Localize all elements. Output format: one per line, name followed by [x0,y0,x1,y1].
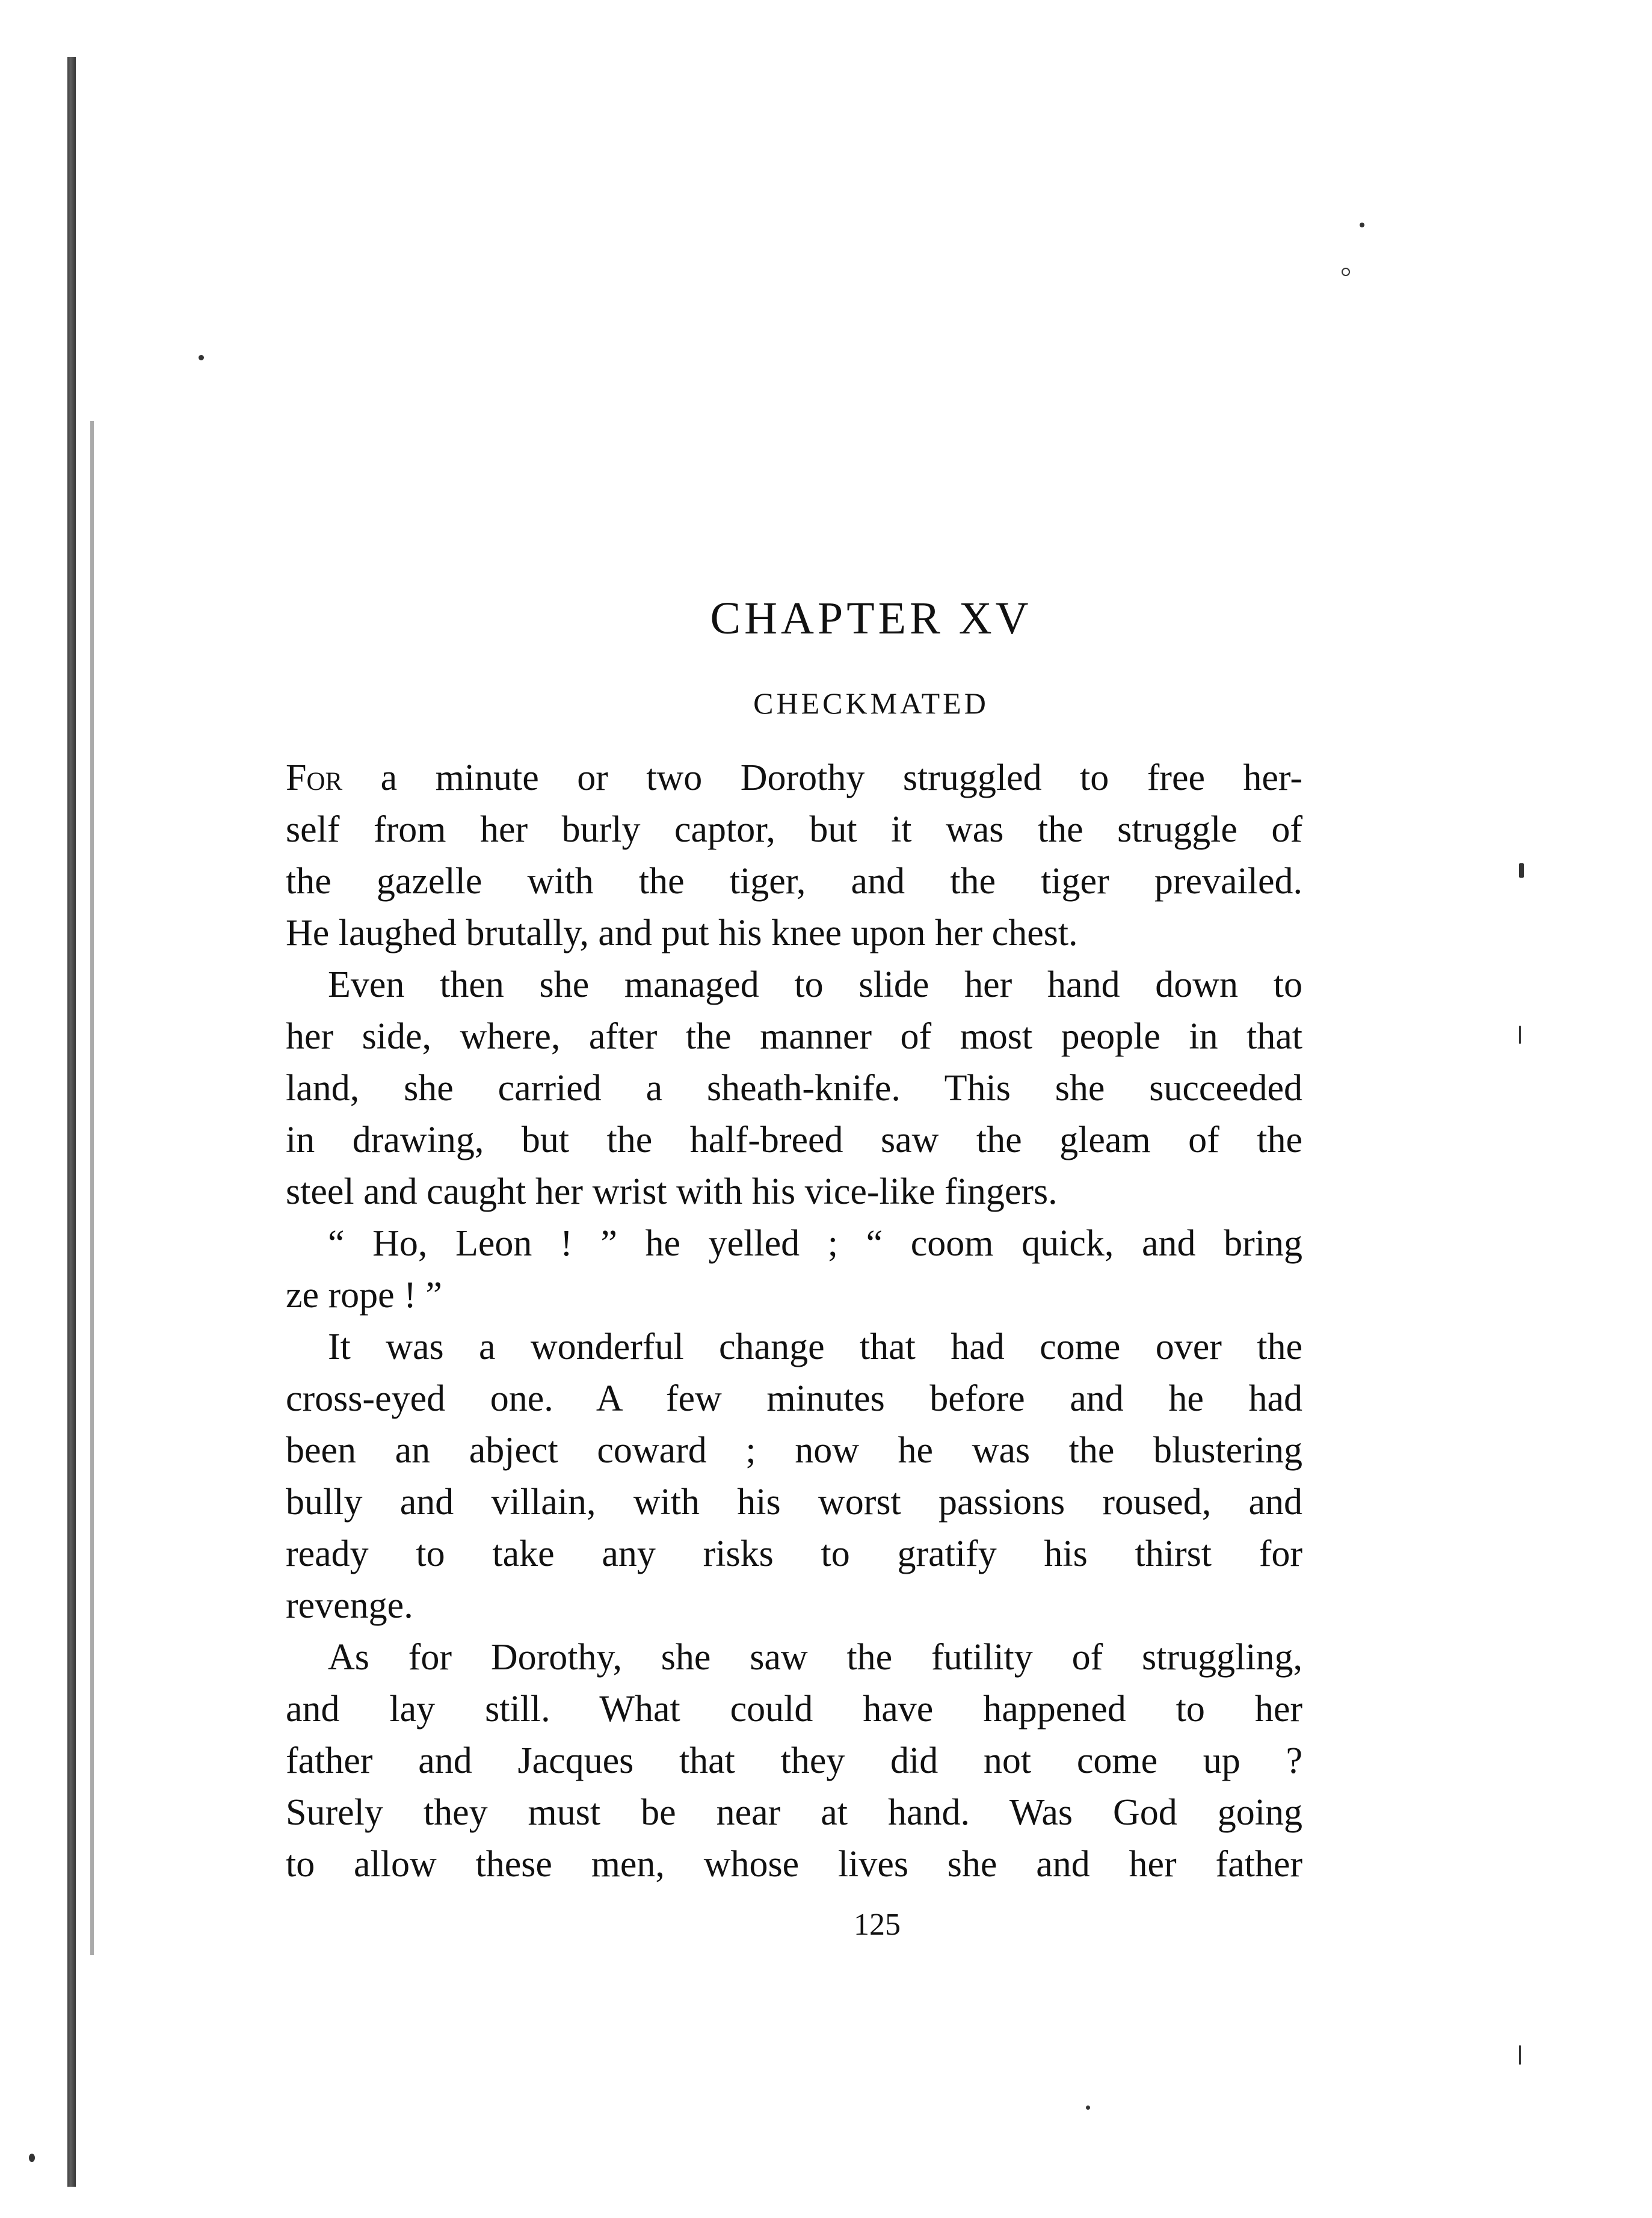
chapter-title: CHAPTER XV [710,593,1032,644]
text-line: self from her burly captor, but it was the struggle of [286,809,1302,850]
body-text [286,752,1302,1890]
text-line: been an abject coward ; now he was the blustering [286,1430,1302,1471]
scan-speck [29,2154,35,2162]
chapter-subtitle: CHECKMATED [753,686,989,720]
scan-speck [1086,2106,1090,2110]
scan-speck [1360,223,1364,227]
binding-edge [67,57,76,2187]
text-line: the gazelle with the tiger, and the tiger prevailed. [286,861,1302,902]
text-line: Surely they must be near at hand. Was God going [286,1792,1302,1833]
drop-word: For [286,757,343,798]
text-line: her side, where, after the manner of most people in that [286,1016,1302,1057]
text-line: ready to take any risks to gratify his thirst for [286,1533,1302,1574]
scan-speck [1342,268,1350,276]
text-line: to allow these men, whose lives she and her father [286,1844,1302,1885]
text-line: in drawing, but the half-breed saw the gleam of the [286,1120,1302,1160]
text-line: “ Ho, Leon ! ” he yelled ; “ coom quick, and bring [328,1223,1302,1264]
scan-speck [199,355,204,360]
binding-shadow [90,421,94,1955]
text-line: ze rope ! ” [286,1275,442,1316]
text-line: bully and villain, with his worst passions roused, and [286,1482,1302,1523]
text-line: and lay still. What could have happened to her [286,1689,1302,1730]
text-line: cross-eyed one. A few minutes before and he had [286,1378,1302,1419]
scan-speck [1519,1026,1521,1044]
page-number: 125 [854,1908,901,1942]
text-line: father and Jacques that they did not come up ? [286,1740,1302,1781]
text-line: For a minute or two Dorothy struggled to free her- [286,757,1302,798]
text-line: revenge. [286,1585,413,1626]
text-line: He laughed brutally, and put his knee upon her chest. [286,913,1078,953]
text-line: Even then she managed to slide her hand down to [328,964,1302,1005]
text-line: land, she carried a sheath-knife. This she succeeded [286,1068,1302,1109]
scan-speck [1519,863,1524,878]
text-line: steel and caught her wrist with his vice-like fingers. [286,1171,1058,1212]
text-line: It was a wonderful change that had come over the [328,1326,1302,1367]
text-line: As for Dorothy, she saw the futility of struggling, [328,1637,1302,1678]
scan-speck [1519,2045,1521,2065]
